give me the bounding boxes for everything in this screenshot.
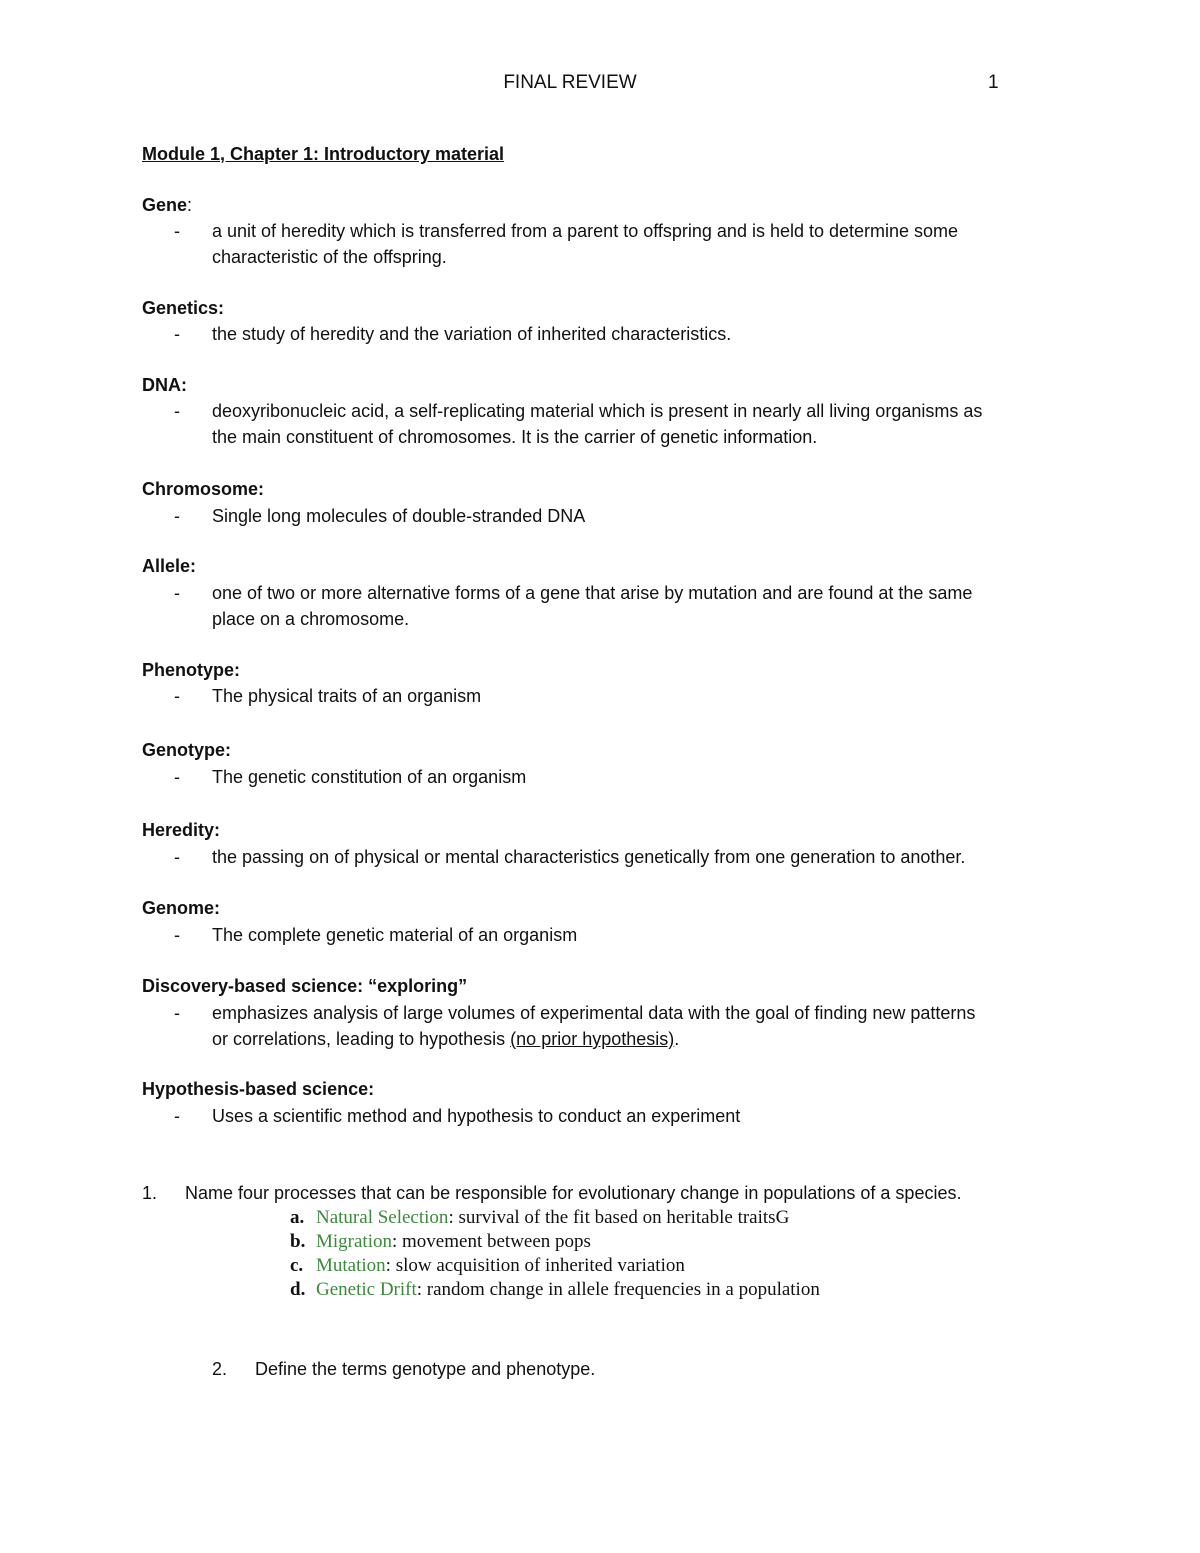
definition-chromosome: Single long molecules of double-stranded DNA xyxy=(212,506,586,526)
bullet-dash: - xyxy=(174,1106,180,1126)
term-gene: Gene: xyxy=(142,195,193,215)
definition-gene: a unit of heredity which is transferred from a parent to offspring and is held to determine some characteristic of the offspring. xyxy=(212,221,959,267)
answer-term: Genetic Drift xyxy=(316,1279,417,1300)
definition-genome: The complete genetic material of an organism xyxy=(212,925,578,945)
question-text: Name four processes that can be responsible for evolutionary change in populations of a species. xyxy=(185,1183,962,1203)
definition-hypothesis-based-science: Uses a scientific method and hypothesis to conduct an experiment xyxy=(212,1106,741,1126)
module-heading: Module 1, Chapter 1: Introductory material xyxy=(142,144,505,164)
bullet-dash: - xyxy=(174,1003,180,1023)
bullet-dash: - xyxy=(174,583,180,603)
answer-item: a. Natural Selection: survival of the fit based on heritable traitsG xyxy=(290,1207,790,1228)
header-title: FINAL REVIEW xyxy=(503,72,637,93)
definition-dna: deoxyribonucleic acid, a self-replicating material which is present in nearly all living organisms as the main constituent of chromosomes. It is the carrier of genetic information. xyxy=(212,401,983,447)
term-hypothesis-based-science: Hypothesis-based science: xyxy=(142,1079,375,1099)
definition-genotype: The genetic constitution of an organism xyxy=(212,767,527,787)
answer-term: Mutation xyxy=(316,1255,386,1276)
bullet-dash: - xyxy=(174,767,180,787)
term-discovery-based-science: Discovery-based science: “exploring” xyxy=(142,976,468,996)
definition-phenotype: The physical traits of an organism xyxy=(212,686,482,706)
definition-discovery-based-science: emphasizes analysis of large volumes of experimental data with the goal of finding new patterns or correlations, leading to hypothesis (no prior hypothesis). xyxy=(212,1003,976,1049)
term-genome: Genome: xyxy=(142,898,221,918)
answer-term: Migration xyxy=(316,1231,392,1252)
question-number: 2. xyxy=(212,1359,228,1379)
definition-heredity: the passing on of physical or mental characteristics genetically from one generation to another. xyxy=(212,847,966,867)
bullet-dash: - xyxy=(174,925,180,945)
definition-genetics: the study of heredity and the variation of inherited characteristics. xyxy=(212,324,732,344)
bullet-dash: - xyxy=(174,506,180,526)
question-number: 1. xyxy=(142,1183,158,1203)
bullet-dash: - xyxy=(174,324,180,344)
question-text: Define the terms genotype and phenotype. xyxy=(255,1359,596,1379)
bullet-dash: - xyxy=(174,221,180,241)
definition-allele: one of two or more alternative forms of a gene that arise by mutation and are found at the same place on a chromosome. xyxy=(212,583,973,629)
answer-item: b. Migration: movement between pops xyxy=(290,1231,591,1252)
term-heredity: Heredity: xyxy=(142,820,221,840)
bullet-dash: - xyxy=(174,401,180,421)
answer-item: d. Genetic Drift: random change in allele frequencies in a population xyxy=(290,1279,820,1300)
page-number: 1 xyxy=(988,72,999,93)
bullet-dash: - xyxy=(174,847,180,867)
term-allele: Allele: xyxy=(142,556,197,576)
term-chromosome: Chromosome: xyxy=(142,479,265,499)
underlined-note: (no prior hypothesis) xyxy=(510,1029,675,1049)
term-genetics: Genetics: xyxy=(142,298,225,318)
term-dna: DNA: xyxy=(142,375,187,395)
answer-item: c. Mutation: slow acquisition of inherited variation xyxy=(290,1255,685,1276)
term-genotype: Genotype: xyxy=(142,740,232,760)
bullet-dash: - xyxy=(174,686,180,706)
term-phenotype: Phenotype: xyxy=(142,660,241,680)
answer-term: Natural Selection xyxy=(316,1207,449,1228)
